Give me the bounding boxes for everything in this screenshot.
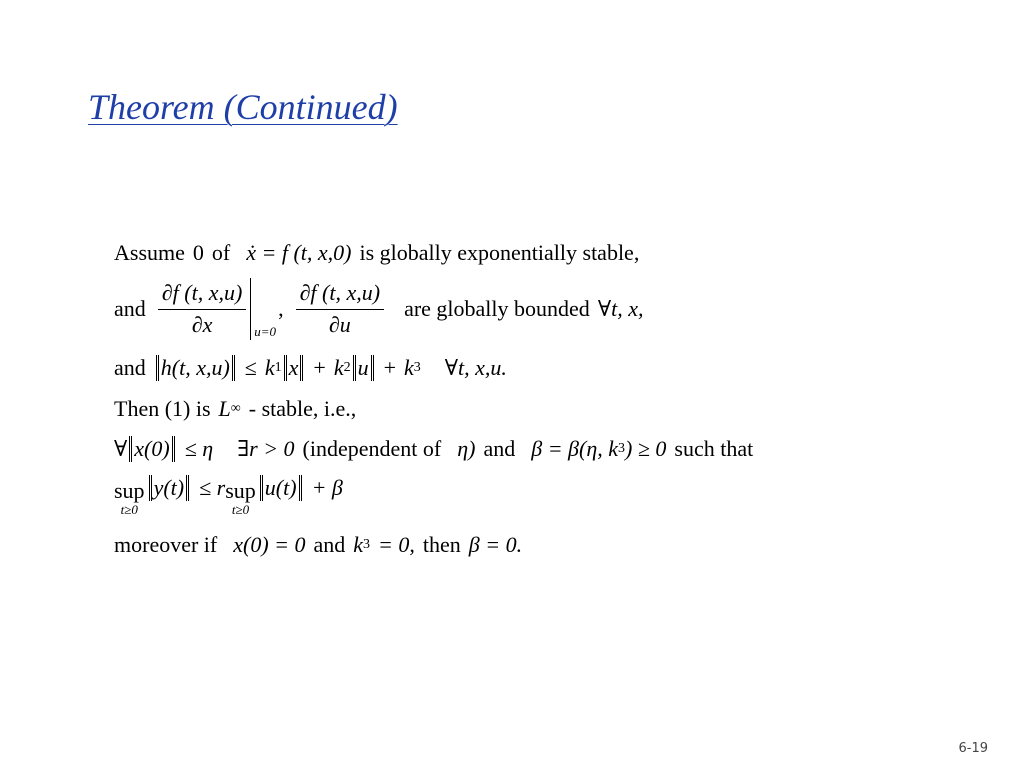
assumption-line — [114, 240, 639, 266]
exists-r: ∃r > 0 — [237, 436, 295, 461]
partial-fu-denominator: ∂u — [328, 312, 351, 337]
sup-y — [114, 478, 145, 518]
page-number: 6-19 — [958, 741, 988, 756]
plus-sign: + — [383, 355, 397, 380]
sup-limit: t≥0 — [120, 502, 138, 517]
text-stable-ie: - stable, i.e., — [248, 396, 357, 421]
system-equation: ẋ = f (t, x,0) — [246, 240, 352, 265]
k1: k — [264, 355, 275, 380]
norm-y: y(t) — [149, 475, 190, 501]
text-such-that: such that — [674, 436, 754, 461]
output-bound-line — [114, 355, 507, 381]
norm-x: x — [284, 355, 304, 381]
text-and: and — [483, 436, 516, 461]
norm-u: u — [353, 355, 374, 381]
L-infinity: L — [218, 396, 231, 421]
conclusion-line — [114, 396, 356, 422]
sup-limit: t≥0 — [231, 502, 250, 517]
forall-txu: ∀t, x,u. — [444, 355, 507, 380]
text-and: and — [114, 296, 146, 321]
k3-subscript: 3 — [618, 441, 625, 456]
bounded-derivatives-line — [114, 278, 643, 340]
le-sign: ≤ — [244, 355, 257, 380]
text-assume: Assume — [114, 240, 185, 265]
moreover-line — [114, 532, 522, 558]
definition-line — [114, 436, 753, 462]
k3: k — [404, 355, 414, 380]
partial-fx-numerator: ∂f (t, x,u) — [158, 280, 247, 310]
plus-sign: + — [313, 355, 326, 380]
forall-symbol: ∀ — [114, 436, 128, 461]
partial-fu-numerator: ∂f (t, x,u) — [296, 280, 385, 310]
text-independent: (independent of — [302, 436, 442, 461]
forall-tx: ∀t, x, — [597, 296, 644, 321]
k2: k — [333, 355, 344, 380]
text-moreover: moreover if — [114, 532, 218, 557]
text-and: and — [114, 355, 146, 380]
evaluation-subscript: u=0 — [254, 324, 277, 339]
text-stable: is globally exponentially stable, — [359, 240, 640, 265]
beta-def: β = β(η, k — [531, 436, 618, 461]
k2-subscript: 2 — [343, 360, 351, 375]
beta-def-end: ) ≥ 0 — [625, 436, 667, 461]
sup-label: sup — [114, 478, 145, 503]
infinity-subscript: ∞ — [230, 401, 241, 416]
k3-zero: = 0, — [378, 532, 415, 557]
slide-title: Theorem (Continued) — [88, 87, 398, 127]
text-bounded: are globally bounded — [404, 296, 590, 321]
partial-fx-denominator: ∂x — [191, 312, 213, 337]
norm-u-t: u(t) — [260, 475, 302, 501]
text-then: Then (1) is — [114, 396, 211, 421]
k1-subscript: 1 — [274, 360, 282, 375]
k3: k — [353, 532, 364, 557]
sup-u — [225, 478, 256, 518]
partial-fu-fraction — [296, 280, 385, 338]
text-zero: 0 — [192, 240, 204, 265]
sup-label: sup — [225, 478, 256, 503]
norm-x0: x(0) — [129, 436, 174, 462]
text-of: of — [211, 240, 231, 265]
evaluation-bar — [250, 278, 276, 340]
le-r: ≤ r — [199, 475, 226, 500]
text-then: then — [422, 532, 461, 557]
norm-h: h(t, x,u) — [156, 355, 235, 381]
partial-fx-fraction — [158, 280, 247, 338]
x0-zero: x(0) = 0 — [233, 532, 306, 557]
plus-beta: + β — [311, 475, 343, 500]
comma: , — [278, 296, 284, 321]
text-and: and — [313, 532, 346, 557]
k3-subscript: 3 — [363, 537, 371, 552]
k3-subscript: 3 — [413, 360, 421, 375]
le-eta: ≤ η — [184, 436, 214, 461]
sup-inequality-line — [114, 475, 343, 518]
eta-paren: η) — [457, 436, 476, 461]
beta-zero: β = 0. — [468, 532, 523, 557]
